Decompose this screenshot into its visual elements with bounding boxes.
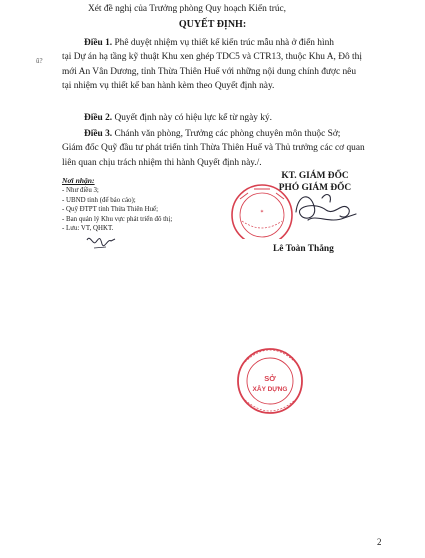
margin-mark: ŭ? [36, 57, 43, 65]
article-3-line1: Chánh văn phòng, Trưởng các phòng chuyên môn thuộc Sở; [114, 129, 341, 139]
article-2-label: Điều 2. [84, 113, 113, 123]
signature-title-1: KT. GIÁM ĐỐC [281, 171, 349, 181]
recipient-item: - Như điều 3; [62, 187, 99, 194]
article-1-line3: mới An Vân Dương, tỉnh Thừa Thiên Huế với những nội dung chính được nêu [62, 66, 357, 77]
signature-title-2: PHÓ GIÁM ĐỐC [278, 183, 352, 193]
decision-heading: QUYẾT ĐỊNH: [178, 19, 247, 30]
article-1-label: Điều 1. [84, 38, 113, 48]
article-3-line2: Giám đốc Quỹ đầu tư phát triển tỉnh Thừa Thiên Huế và Thủ trưởng các cơ quan [62, 143, 365, 154]
svg-text:✶: ✶ [259, 209, 265, 215]
article-3-label: Điều 3. [84, 129, 113, 139]
recipients-title: Nơi nhận: [62, 176, 95, 185]
recipient-item: - Lưu: VT, QHKT. [62, 225, 114, 232]
stamp-center-bottom: XÂY DỰNG [252, 386, 288, 393]
recipient-item: - Quỹ ĐTPT tỉnh Thừa Thiên Huế; [62, 206, 158, 213]
article-1-line2: tại Dự án hạ tầng kỹ thuật Khu xen ghép TDC5 và CTR13, thuộc Khu A, Đô thị [62, 52, 362, 63]
article-1-line4: tại nhiệm vụ thiết kế ban hành kèm theo Quyết định này. [62, 81, 275, 92]
initials-scribble [84, 232, 120, 254]
article-2 [84, 111, 384, 125]
intro-line: Xét đề nghị của Trưởng phòng Quy hoạch Kiến trúc, [88, 4, 287, 14]
article-3-line3: liên quan chịu trách nhiệm thi hành Quyết định này./. [62, 157, 262, 168]
signatory-name: Lê Toàn Thắng [273, 244, 334, 254]
recipient-item: - Ban quản lý Khu vực phát triển đô thị; [62, 215, 173, 223]
article-2-text: Quyết định này có hiệu lực kể từ ngày ký. [114, 113, 272, 123]
article-1 [62, 36, 384, 94]
organization-stamp [235, 330, 305, 432]
recipient-item: - UBND tỉnh (để báo cáo); [62, 196, 136, 204]
recipients-block [62, 176, 232, 234]
page-number: 2 [377, 537, 382, 547]
stamp-center-top: SỞ [264, 374, 276, 383]
handwritten-signature [286, 184, 366, 240]
article-1-line1: Phê duyệt nhiệm vụ thiết kế kiến trúc mẫu nhà ở điển hình [114, 38, 334, 48]
article-3 [62, 127, 384, 170]
